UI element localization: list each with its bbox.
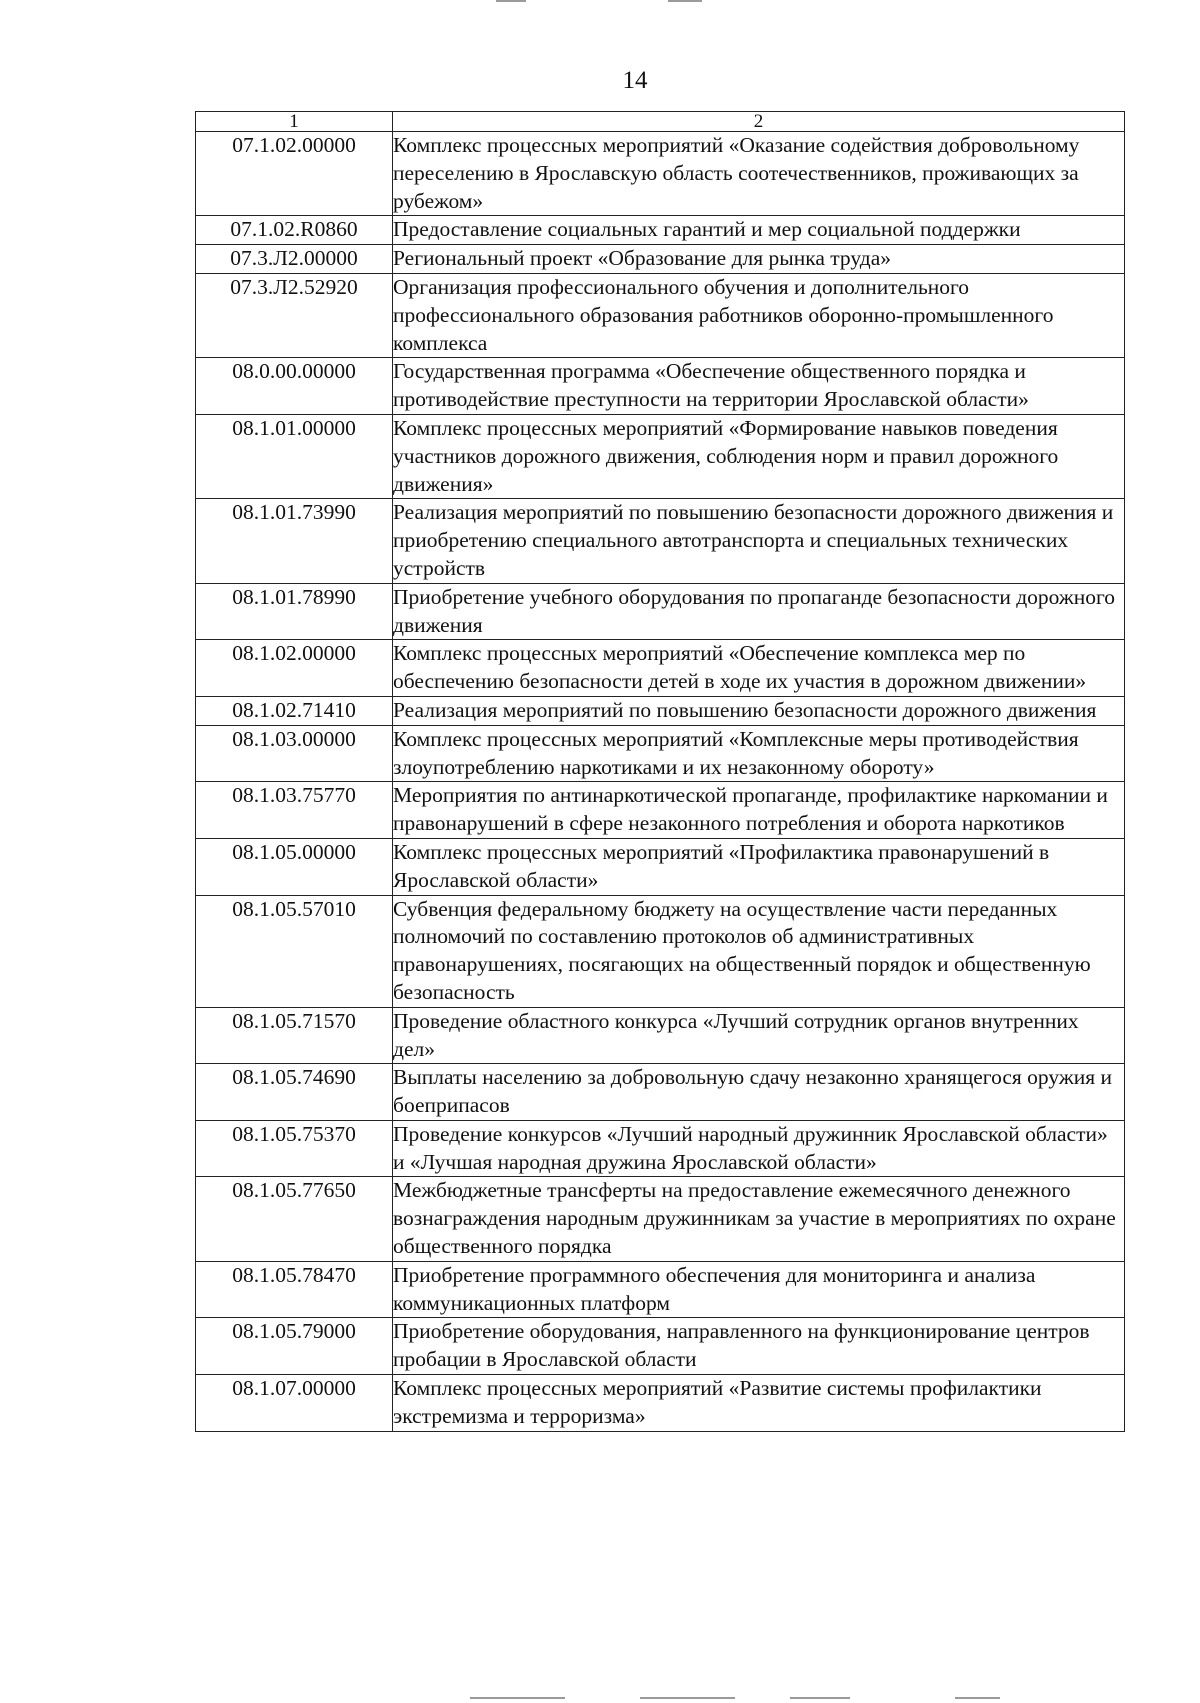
budget-code-cell: 08.1.05.78470 <box>196 1261 393 1318</box>
budget-code-cell: 08.1.02.71410 <box>196 696 393 725</box>
table-row <box>196 583 1125 640</box>
expense-name-cell: Проведение областного конкурса «Лучший сотрудник органов внутренних дел» <box>393 1007 1125 1064</box>
scan-artifact-top-1 <box>496 0 526 2</box>
expense-name-cell: Приобретение оборудования, направленного на функционирование центров пробации в Ярославской области <box>393 1318 1125 1375</box>
expense-name-cell: Выплаты населению за добровольную сдачу незаконно хранящегося оружия и боеприпасов <box>393 1064 1125 1121</box>
expense-name-cell: Комплекс процессных мероприятий «Оказание содействия добровольному переселению в Ярославскую область соотечественников, проживающих за рубежом» <box>393 132 1125 216</box>
table-row <box>196 1120 1125 1177</box>
table-row <box>196 245 1125 274</box>
table-row <box>196 1177 1125 1261</box>
table-row <box>196 640 1125 697</box>
expense-name-cell: Межбюджетные трансферты на предоставление ежемесячного денежного вознаграждения народным дружинникам за участие в мероприятиях по охране общественного порядка <box>393 1177 1125 1261</box>
table-row <box>196 696 1125 725</box>
expense-name-cell: Мероприятия по антинаркотической пропаганде, профилактике наркомании и правонарушений в сфере незаконного потребления и оборота наркотиков <box>393 782 1125 839</box>
budget-code-cell: 07.3.Л2.00000 <box>196 245 393 274</box>
expense-name-cell: Организация профессионального обучения и дополнительного профессионального образования работников оборонно-промышленного комплекса <box>393 273 1125 357</box>
budget-code-cell: 08.1.03.00000 <box>196 725 393 782</box>
budget-code-cell: 08.1.05.57010 <box>196 895 393 1007</box>
table-row <box>196 895 1125 1007</box>
budget-code-cell: 08.1.03.75770 <box>196 782 393 839</box>
column-number-1: 1 <box>196 112 393 132</box>
budget-code-table <box>195 111 1125 1432</box>
budget-code-cell: 08.1.05.71570 <box>196 1007 393 1064</box>
budget-code-cell: 08.1.05.75370 <box>196 1120 393 1177</box>
expense-name-cell: Комплекс процессных мероприятий «Развитие системы профилактики экстремизма и терроризма» <box>393 1375 1125 1432</box>
budget-code-cell: 08.1.05.00000 <box>196 838 393 895</box>
budget-code-cell: 08.1.05.74690 <box>196 1064 393 1121</box>
table-row <box>196 273 1125 357</box>
table-row <box>196 838 1125 895</box>
expense-name-cell: Комплекс процессных мероприятий «Обеспечение комплекса мер по обеспечению безопасности детей в ходе их участия в дорожном движении» <box>393 640 1125 697</box>
column-number-2: 2 <box>393 112 1125 132</box>
table-row <box>196 216 1125 245</box>
table-row <box>196 358 1125 415</box>
budget-code-cell: 08.1.05.79000 <box>196 1318 393 1375</box>
expense-name-cell: Реализация мероприятий по повышению безопасности дорожного движения <box>393 696 1125 725</box>
budget-code-cell: 08.1.02.00000 <box>196 640 393 697</box>
expense-name-cell: Предоставление социальных гарантий и мер социальной поддержки <box>393 216 1125 245</box>
budget-code-cell: 08.1.07.00000 <box>196 1375 393 1432</box>
expense-name-cell: Комплекс процессных мероприятий «Профилактика правонарушений в Ярославской области» <box>393 838 1125 895</box>
budget-code-cell: 07.3.Л2.52920 <box>196 273 393 357</box>
budget-code-cell: 08.1.01.73990 <box>196 499 393 583</box>
table-row <box>196 1064 1125 1121</box>
table-row <box>196 499 1125 583</box>
table-row <box>196 1007 1125 1064</box>
budget-code-cell: 08.1.01.78990 <box>196 583 393 640</box>
table-row <box>196 1261 1125 1318</box>
table-row <box>196 414 1125 498</box>
expense-name-cell: Приобретение учебного оборудования по пропаганде безопасности дорожного движения <box>393 583 1125 640</box>
expense-name-cell: Комплекс процессных мероприятий «Формирование навыков поведения участников дорожного движения, соблюдения норм и правил дорожного движения» <box>393 414 1125 498</box>
table-row <box>196 1318 1125 1375</box>
budget-code-cell: 08.1.05.77650 <box>196 1177 393 1261</box>
table-row <box>196 1375 1125 1432</box>
expense-name-cell: Региональный проект «Образование для рынка труда» <box>393 245 1125 274</box>
scan-artifact-bottom-2 <box>640 1697 735 1699</box>
expense-name-cell: Проведение конкурсов «Лучший народный дружинник Ярославской области» и «Лучшая народная дружина Ярославской области» <box>393 1120 1125 1177</box>
scan-artifact-top-2 <box>668 0 702 2</box>
expense-name-cell: Государственная программа «Обеспечение общественного порядка и противодействие преступности на территории Ярославской области» <box>393 358 1125 415</box>
budget-code-cell: 08.1.01.00000 <box>196 414 393 498</box>
budget-code-cell: 08.0.00.00000 <box>196 358 393 415</box>
scan-artifact-bottom-1 <box>470 1697 565 1699</box>
expense-name-cell: Реализация мероприятий по повышению безопасности дорожного движения и приобретению специального автотранспорта и специальных технических устройств <box>393 499 1125 583</box>
table-body <box>196 132 1125 1432</box>
expense-name-cell: Приобретение программного обеспечения для мониторинга и анализа коммуникационных платформ <box>393 1261 1125 1318</box>
budget-code-cell: 07.1.02.00000 <box>196 132 393 216</box>
table-row <box>196 782 1125 839</box>
table-row <box>196 725 1125 782</box>
expense-name-cell: Комплекс процессных мероприятий «Комплексные меры противодействия злоупотреблению наркотиками и их незаконному обороту» <box>393 725 1125 782</box>
scan-artifact-bottom-3 <box>790 1697 850 1699</box>
scan-artifact-bottom-4 <box>955 1697 1000 1699</box>
budget-code-cell: 07.1.02.R0860 <box>196 216 393 245</box>
table-header-row <box>196 112 1125 132</box>
page-number: 14 <box>622 67 648 94</box>
table-row <box>196 132 1125 216</box>
expense-name-cell: Субвенция федеральному бюджету на осуществление части переданных полномочий по составлению протоколов об административных правонарушениях, посягающих на общественный порядок и общественную безопасность <box>393 895 1125 1007</box>
